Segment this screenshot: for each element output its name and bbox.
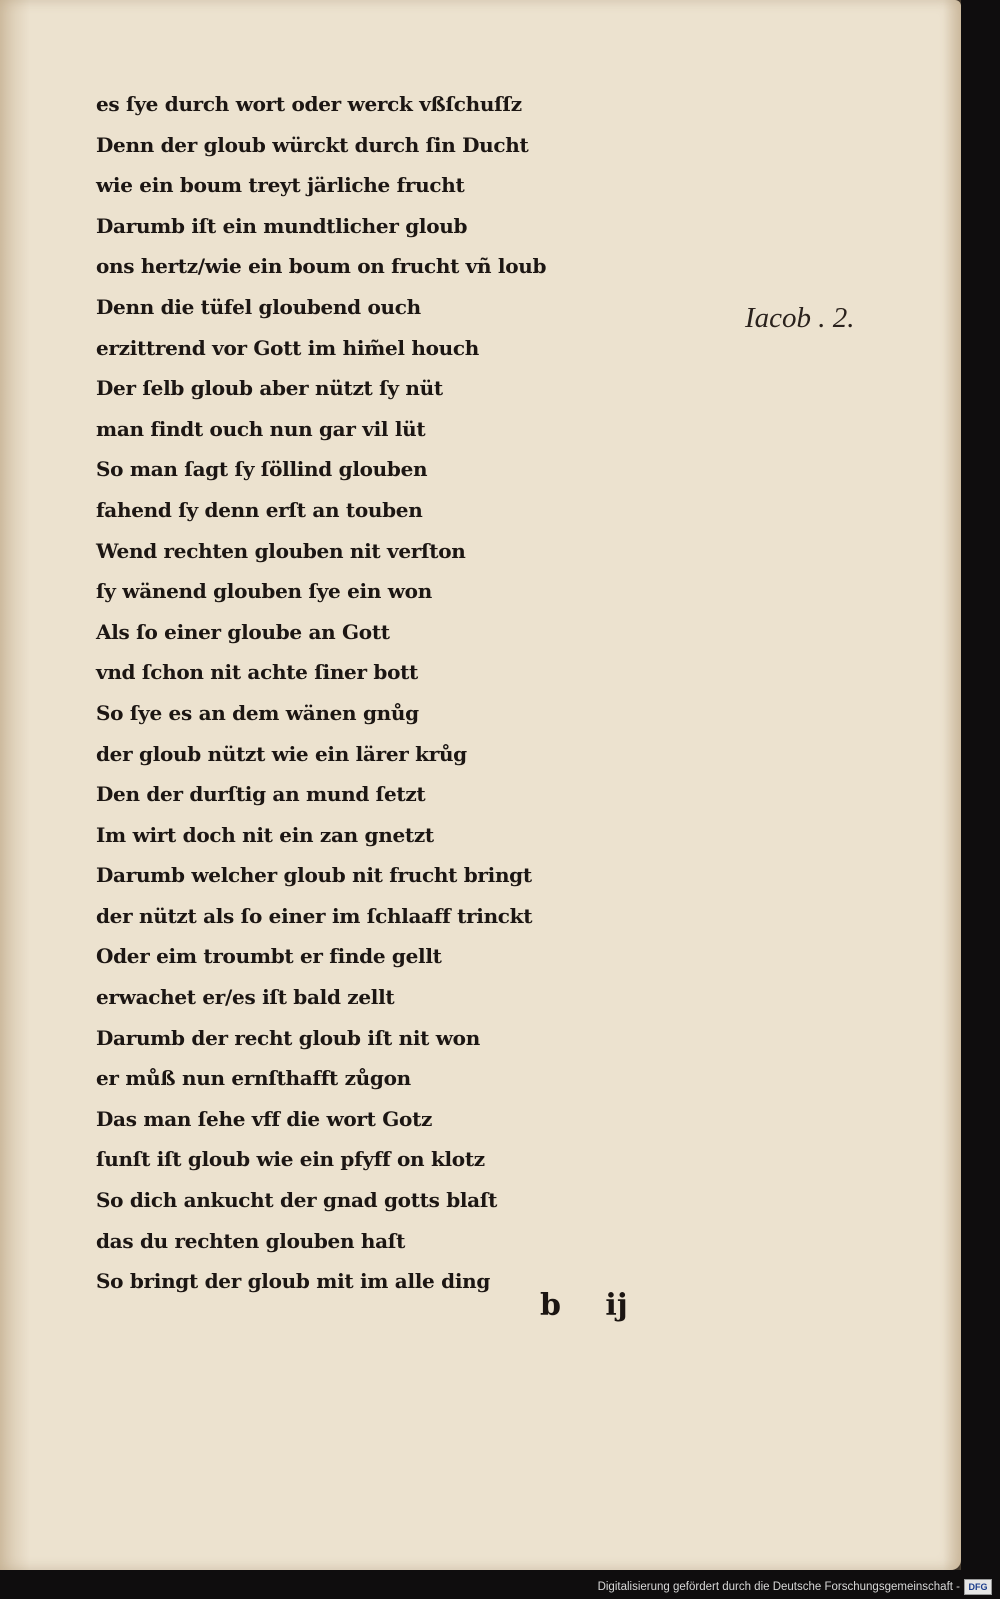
verse-list [96,84,746,1302]
verse-line: man findt ouch nun gar vil lüt [96,416,426,441]
verse-line: So man ſagt ſy ſöllind glouben [96,457,428,482]
verse-line: Oder eim troumbt er finde gellt [96,944,442,969]
verse-line: ons hertz/wie ein boum on frucht vñ loub [96,254,547,279]
verse-line: Denn die tüfel gloubend ouch [96,294,421,319]
verse-line: er můß nun ernſthafft zůgon [96,1066,411,1091]
verse-line: So dich ankucht der gnad gotts blaſt [96,1188,498,1213]
verse-line: So ſye es an dem wänen gnůg [96,700,419,725]
verse-line: fahend ſy denn erſt an touben [96,497,423,522]
verse-line: das du rechten glouben haſt [96,1228,406,1253]
verse-line: Das man ſehe vff die wort Gotz [96,1106,433,1131]
verse-line: Darumb iſt ein mundtlicher gloub [96,213,468,238]
verse-line: wie ein boum treyt järliche frucht [96,173,465,198]
verse-line: ſunſt iſt gloub wie ein pfyff on klotz [96,1147,485,1172]
footer-text: Digitalisierung gefördert durch die Deutsche Forschungsgemeinschaft - [597,1581,960,1593]
verse-line: erwachet er/es iſt bald zellt [96,985,395,1010]
verse-line: vnd ſchon nit achte ſiner bott [96,660,418,685]
dfg-logo-icon: DFG [964,1579,992,1595]
page-edge-shadow [943,0,961,1570]
verse-line: Wend rechten glouben nit verſton [96,538,466,563]
verse-line: Als ſo einer gloube an Gott [96,619,390,644]
verse-line: erzittrend vor Gott im him̃el houch [96,335,480,360]
verse-line: der nützt als ſo einer im ſchlaaff trinckt [96,903,533,928]
verse-line: Denn der gloub würckt durch ſin Ducht [96,132,529,157]
verse-line: es ſye durch wort oder werck vßſchuſſz [96,92,522,116]
verse-line: Den der durſtig an mund ſetzt [96,782,426,807]
verse-line: So bringt der gloub mit im alle ding [96,1269,491,1294]
verse-line: der gloub nützt wie ein lärer krůg [96,741,467,766]
footer-credit [598,1578,992,1596]
spine-shadow [0,0,30,1570]
verse-line: Der ſelb gloub aber nützt ſy nüt [96,376,443,401]
marginal-note: Iacob . 2. [745,302,855,334]
verse-line: ſy wänend glouben ſye ein won [96,579,432,604]
signature-mark: b ij [540,1288,628,1323]
verse-line: Darumb der recht gloub iſt nit won [96,1025,480,1050]
verse-line: Darumb welcher gloub nit frucht bringt [96,863,532,888]
verse-line: Im wirt doch nit ein zan gnetzt [96,822,434,847]
